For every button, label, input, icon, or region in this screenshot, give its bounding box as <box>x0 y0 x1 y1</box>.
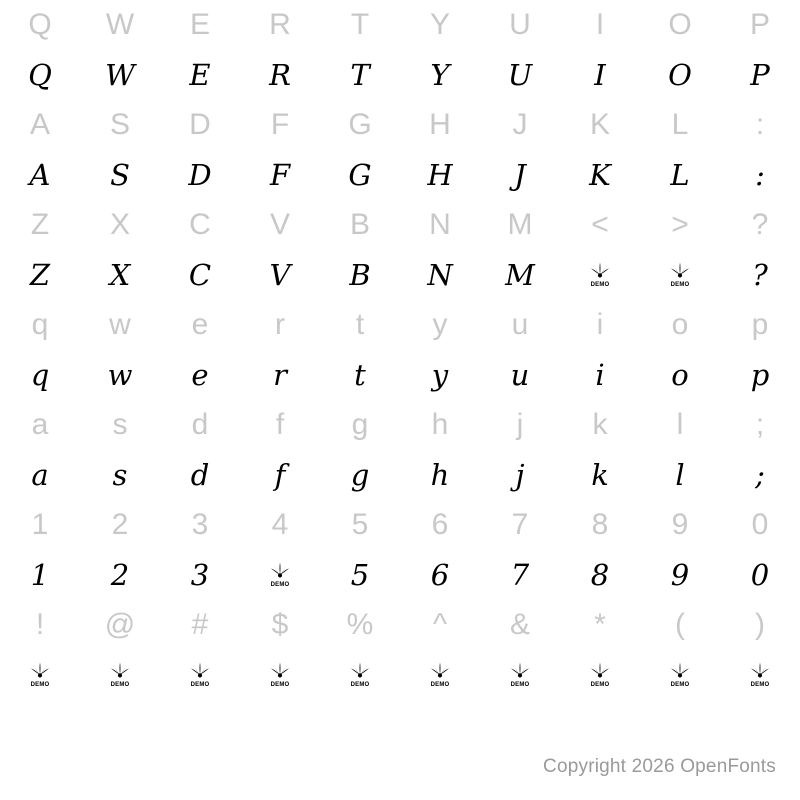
glyph-cell: g <box>351 408 369 441</box>
glyph-cell: k <box>591 457 609 492</box>
glyph-cell: J <box>512 108 528 141</box>
glyph-cell: 8 <box>591 508 609 541</box>
glyph-cell-demo <box>720 650 800 700</box>
glyph-cell: f <box>275 408 285 441</box>
glyph-cell: 3 <box>191 508 209 541</box>
glyph-cell: l <box>675 457 685 492</box>
glyph-cell: T <box>350 57 370 92</box>
glyph-cell: I <box>594 57 606 92</box>
glyph-cell: o <box>671 357 689 392</box>
glyph-cell: Y <box>429 8 450 41</box>
glyph-cell: 1 <box>30 557 50 592</box>
glyph-cell: d <box>191 408 209 441</box>
glyph-cell: H <box>427 157 453 192</box>
glyph-cell: N <box>429 208 451 241</box>
glyph-cell: 2 <box>111 508 129 541</box>
glyph-cell: < <box>591 208 609 241</box>
glyph-cell: # <box>191 608 209 641</box>
glyph-cell-demo <box>560 650 640 700</box>
glyph-cell-demo <box>0 650 80 700</box>
glyph-cell: j <box>516 408 524 441</box>
glyph-cell: 9 <box>671 508 689 541</box>
glyph-cell: F <box>270 108 290 141</box>
glyph-cell-demo <box>400 650 480 700</box>
demo-ornament-icon: DEMO <box>587 262 613 288</box>
demo-ornament-icon: DEMO <box>107 662 133 688</box>
glyph-cell: a <box>31 457 49 492</box>
glyph-cell: U <box>509 8 531 41</box>
glyph-cell: q <box>30 357 50 392</box>
glyph-cell: % <box>346 608 374 641</box>
glyph-cell: ! <box>35 608 45 641</box>
glyph-cell: s <box>112 457 128 492</box>
glyph-cell: X <box>109 257 131 292</box>
glyph-cell: u <box>511 308 529 341</box>
demo-ornament-icon: DEMO <box>267 662 293 688</box>
glyph-cell: h <box>430 457 450 492</box>
glyph-cell: d <box>190 457 210 492</box>
glyph-cell: X <box>109 208 130 241</box>
glyph-cell: r <box>275 308 285 341</box>
glyph-cell: Q <box>28 8 52 41</box>
glyph-cell: ; <box>755 408 765 441</box>
glyph-cell: K <box>589 108 610 141</box>
glyph-cell: V <box>269 208 290 241</box>
glyph-cell: t <box>355 308 365 341</box>
glyph-cell: E <box>189 8 210 41</box>
glyph-cell: o <box>671 308 689 341</box>
glyph-cell: J <box>514 157 526 192</box>
glyph-cell: u <box>510 357 530 392</box>
glyph-cell: l <box>676 408 684 441</box>
glyph-cell: p <box>751 308 769 341</box>
glyph-cell: ; <box>755 457 765 492</box>
glyph-cell: i <box>595 357 605 392</box>
glyph-cell-demo <box>240 550 320 600</box>
glyph-cell: D <box>188 157 212 192</box>
glyph-cell-demo <box>480 650 560 700</box>
glyph-cell: e <box>191 357 209 392</box>
glyph-cell: a <box>31 408 49 441</box>
glyph-cell: I <box>595 8 605 41</box>
glyph-cell: M <box>507 208 533 241</box>
glyph-cell: T <box>350 8 370 41</box>
glyph-cell: 8 <box>590 557 610 592</box>
glyph-cell: M <box>505 257 535 292</box>
glyph-cell: N <box>427 257 453 292</box>
glyph-cell: 5 <box>350 557 370 592</box>
glyph-cell: f <box>274 457 286 492</box>
glyph-cell: y <box>432 308 448 341</box>
glyph-cell: ( <box>675 608 685 641</box>
glyph-cell: t <box>354 357 366 392</box>
glyph-cell: W <box>105 57 135 92</box>
glyph-cell-demo <box>640 250 720 300</box>
glyph-cell: R <box>269 8 291 41</box>
glyph-cell: A <box>29 157 51 192</box>
glyph-cell: R <box>269 57 291 92</box>
glyph-cell: L <box>670 157 690 192</box>
demo-ornament-icon: DEMO <box>667 262 693 288</box>
glyph-cell: r <box>273 357 287 392</box>
glyph-cell: O <box>668 57 692 92</box>
glyph-cell: j <box>515 457 525 492</box>
glyph-cell: F <box>269 157 291 192</box>
glyph-cell: Y <box>430 57 450 92</box>
copyright-notice: Copyright 2026 OpenFonts <box>543 756 776 777</box>
glyph-cell: H <box>429 108 451 141</box>
glyph-cell: ^ <box>432 608 448 641</box>
demo-ornament-icon: DEMO <box>267 562 293 588</box>
glyph-cell-demo <box>240 650 320 700</box>
glyph-cell: 6 <box>430 557 450 592</box>
demo-ornament-icon: DEMO <box>27 662 53 688</box>
glyph-cell: U <box>507 57 533 92</box>
glyph-cell-demo <box>160 650 240 700</box>
glyph-cell: B <box>349 257 371 292</box>
glyph-cell: Z <box>30 208 50 241</box>
glyph-cell: Q <box>28 57 52 92</box>
glyph-cell: ) <box>755 608 765 641</box>
glyph-cell: 6 <box>431 508 449 541</box>
glyph-cell: P <box>749 8 770 41</box>
glyph-cell: L <box>671 108 689 141</box>
glyph-cell: p <box>750 357 770 392</box>
glyph-cell: 5 <box>351 508 369 541</box>
glyph-cell: i <box>596 308 604 341</box>
glyph-cell: : <box>755 108 765 141</box>
glyph-cell: 0 <box>750 557 770 592</box>
glyph-cell: w <box>109 308 131 341</box>
glyph-cell: B <box>349 208 370 241</box>
glyph-cell: 0 <box>751 508 769 541</box>
glyph-cell: C <box>188 257 212 292</box>
glyph-cell: g <box>350 457 370 492</box>
glyph-cell: @ <box>104 608 136 641</box>
glyph-cell: 9 <box>670 557 690 592</box>
demo-ornament-icon: DEMO <box>667 662 693 688</box>
glyph-cell: h <box>431 408 449 441</box>
glyph-cell-demo <box>80 650 160 700</box>
glyph-cell-demo <box>640 650 720 700</box>
glyph-cell: q <box>31 308 49 341</box>
demo-ornament-icon: DEMO <box>427 662 453 688</box>
demo-ornament-icon: DEMO <box>347 662 373 688</box>
glyph-cell: 7 <box>511 508 529 541</box>
demo-ornament-icon: DEMO <box>507 662 533 688</box>
demo-ornament-icon: DEMO <box>187 662 213 688</box>
glyph-cell: C <box>189 208 211 241</box>
glyph-cell: & <box>509 608 530 641</box>
glyph-cell: * <box>594 608 606 641</box>
glyph-cell: w <box>107 357 133 392</box>
demo-ornament-icon: DEMO <box>747 662 773 688</box>
glyph-cell: ? <box>752 257 768 292</box>
glyph-cell: G <box>348 108 372 141</box>
glyph-cell: E <box>189 57 211 92</box>
glyph-cell: S <box>110 157 130 192</box>
glyph-cell: : <box>755 157 765 192</box>
glyph-cell: O <box>668 8 692 41</box>
glyph-cell: W <box>105 8 135 41</box>
glyph-cell: 1 <box>31 508 49 541</box>
glyph-cell-demo <box>320 650 400 700</box>
glyph-cell: V <box>269 257 291 292</box>
glyph-cell: Z <box>29 257 51 292</box>
glyph-cell: S <box>109 108 130 141</box>
glyph-cell: D <box>189 108 211 141</box>
glyph-cell: k <box>592 408 608 441</box>
glyph-cell: K <box>589 157 611 192</box>
glyph-cell: e <box>191 308 209 341</box>
glyph-cell: 7 <box>510 557 530 592</box>
glyph-cell: 2 <box>110 557 130 592</box>
glyph-cell: P <box>750 57 770 92</box>
glyph-cell: $ <box>271 608 289 641</box>
glyph-cell: 3 <box>190 557 210 592</box>
glyph-cell-demo <box>560 250 640 300</box>
glyph-cell: > <box>671 208 689 241</box>
glyph-cell: A <box>29 108 50 141</box>
glyph-cell: G <box>348 157 372 192</box>
glyph-cell: ? <box>751 208 769 241</box>
glyph-cell: 4 <box>271 508 289 541</box>
glyph-cell: y <box>431 357 449 392</box>
demo-ornament-icon: DEMO <box>587 662 613 688</box>
glyph-cell: s <box>112 408 128 441</box>
